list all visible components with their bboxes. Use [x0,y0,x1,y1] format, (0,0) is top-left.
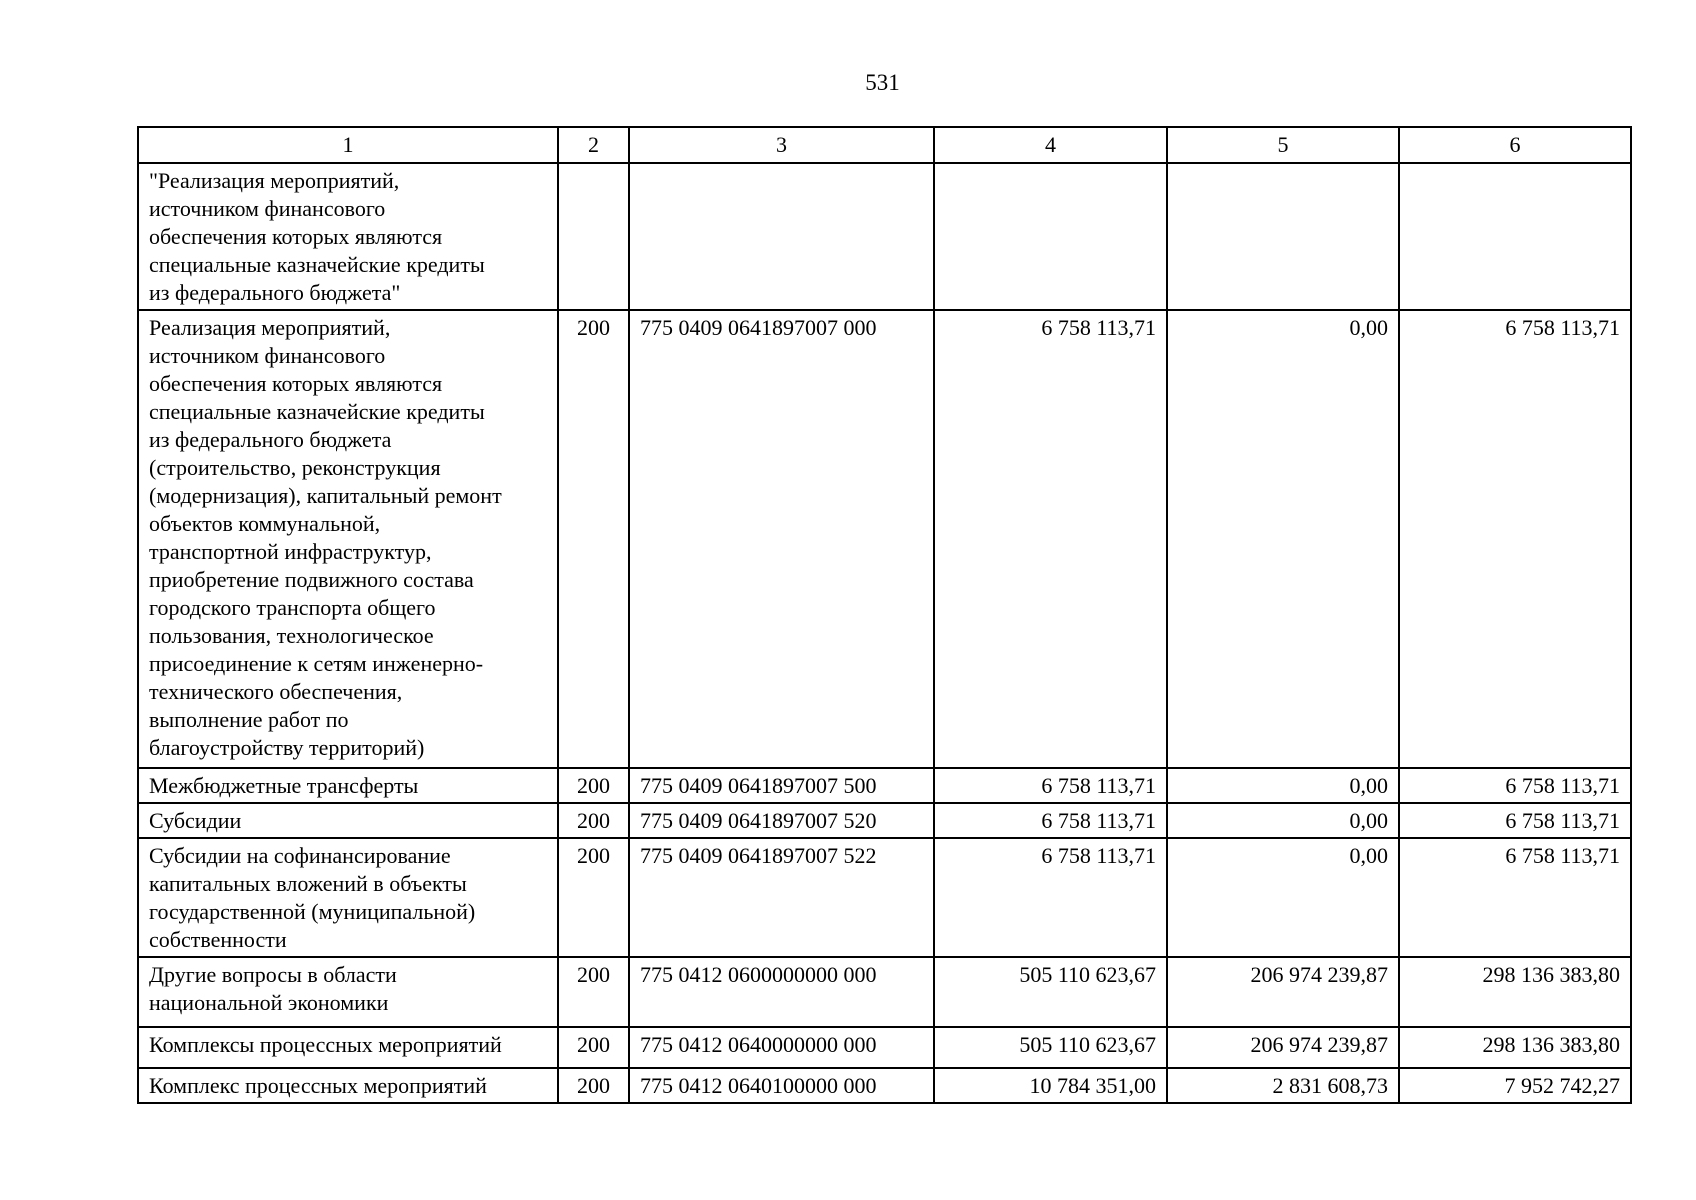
table-row [138,1027,1631,1068]
row-kbk: 775 0412 0640100000 000 [629,1068,934,1103]
page-number: 531 [865,70,900,95]
row-value-5 [1167,163,1399,310]
row-value-4: 6 758 113,71 [934,803,1167,838]
row-value-6: 7 952 742,27 [1399,1068,1631,1103]
row-value-5: 0,00 [1167,803,1399,838]
row-value-6 [1399,163,1631,310]
table-body [138,163,1631,1103]
row-name: Субсидии на софинансирование капитальных вложений в объекты государственной (муниципальной) собственности [138,838,558,957]
row-name: Комплекс процессных мероприятий [138,1068,558,1103]
row-kbk: 775 0409 0641897007 520 [629,803,934,838]
row-code: 200 [558,768,629,803]
row-value-5: 0,00 [1167,310,1399,768]
header-col-6: 6 [1399,127,1631,163]
row-value-5: 206 974 239,87 [1167,957,1399,1027]
row-code [558,163,629,310]
table-row [138,838,1631,957]
header-col-4: 4 [934,127,1167,163]
row-code: 200 [558,1068,629,1103]
row-value-5: 0,00 [1167,838,1399,957]
row-code: 200 [558,310,629,768]
row-value-6: 6 758 113,71 [1399,310,1631,768]
row-value-6: 6 758 113,71 [1399,803,1631,838]
row-value-5: 2 831 608,73 [1167,1068,1399,1103]
budget-table [137,126,1632,1104]
row-name: Межбюджетные трансферты [138,768,558,803]
row-kbk: 775 0409 0641897007 500 [629,768,934,803]
row-value-6: 6 758 113,71 [1399,768,1631,803]
row-kbk: 775 0409 0641897007 000 [629,310,934,768]
table-row [138,957,1631,1027]
row-name: Другие вопросы в области национальной экономики [138,957,558,1027]
row-name: Комплексы процессных мероприятий [138,1027,558,1068]
row-value-4: 6 758 113,71 [934,310,1167,768]
row-name: Субсидии [138,803,558,838]
row-value-6: 6 758 113,71 [1399,838,1631,957]
row-kbk: 775 0409 0641897007 522 [629,838,934,957]
row-code: 200 [558,957,629,1027]
row-kbk [629,163,934,310]
row-value-4: 505 110 623,67 [934,1027,1167,1068]
row-kbk: 775 0412 0600000000 000 [629,957,934,1027]
header-col-5: 5 [1167,127,1399,163]
table-row [138,768,1631,803]
header-col-2: 2 [558,127,629,163]
table-row [138,803,1631,838]
row-name: Реализация мероприятий, источником финансового обеспечения которых являются специальные казначейские кредиты из федерального бюджета (строительство, реконструкция (модернизация), капитальный ремонт объектов коммунальной, транспортной инфраструктур, приобретение подвижного состава городского транспорта общего пользования, технологическое присоединение к сетям инженерно- технического обеспечения, выполнение работ по благоустройству территорий) [138,310,558,768]
table-row [138,310,1631,768]
row-code: 200 [558,1027,629,1068]
row-value-4: 505 110 623,67 [934,957,1167,1027]
row-code: 200 [558,803,629,838]
row-value-6: 298 136 383,80 [1399,957,1631,1027]
row-value-5: 206 974 239,87 [1167,1027,1399,1068]
table-row [138,1068,1631,1103]
row-name: "Реализация мероприятий, источником финансового обеспечения которых являются специальные казначейские кредиты из федерального бюджета" [138,163,558,310]
row-value-4: 6 758 113,71 [934,838,1167,957]
row-value-6: 298 136 383,80 [1399,1027,1631,1068]
header-col-3: 3 [629,127,934,163]
row-value-5: 0,00 [1167,768,1399,803]
row-value-4: 6 758 113,71 [934,768,1167,803]
header-row [138,127,1631,163]
row-value-4 [934,163,1167,310]
header-col-1: 1 [138,127,558,163]
table-header [138,127,1631,163]
row-code: 200 [558,838,629,957]
table-row [138,163,1631,310]
row-kbk: 775 0412 0640000000 000 [629,1027,934,1068]
row-value-4: 10 784 351,00 [934,1068,1167,1103]
